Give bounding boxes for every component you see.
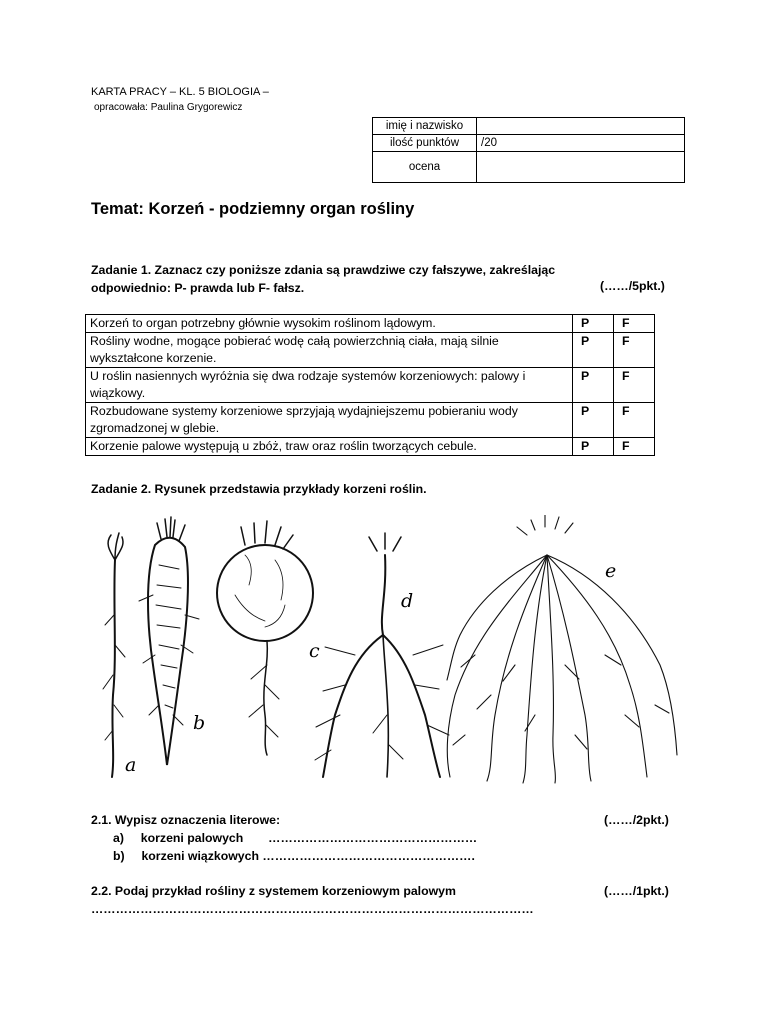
name-value[interactable] — [477, 118, 685, 135]
task1-instruction-line1: Zadanie 1. Zaznacz czy poniższe zdania są prawdziwe czy fałszywe, zakreślając — [91, 263, 556, 277]
student-info-table — [372, 117, 685, 183]
statement-text: Korzeń to organ potrzebny głównie wysokim roślinom lądowym. — [86, 315, 573, 333]
true-option[interactable]: P — [573, 403, 614, 438]
figure-label-a: a — [125, 754, 137, 776]
grade-label: ocena — [373, 152, 477, 183]
list-item — [113, 849, 475, 863]
true-option[interactable]: P — [573, 333, 614, 368]
root-types-illustration — [95, 515, 685, 795]
list-marker: b) — [113, 849, 125, 863]
true-option[interactable]: P — [573, 438, 614, 456]
task1-points: (……/5pkt.) — [600, 279, 665, 293]
list-item-text: korzeni wiązkowych — [141, 849, 259, 863]
grade-value[interactable] — [477, 152, 685, 183]
list-item-text: korzeni palowych — [140, 831, 244, 845]
table-row — [86, 368, 655, 403]
worksheet-title: KARTA PRACY – KL. 5 BIOLOGIA – — [91, 86, 269, 98]
task1-instruction-line2: odpowiednio: P- prawda lub F- fałsz. — [91, 281, 305, 295]
false-option[interactable]: F — [614, 333, 655, 368]
question-2-2-points: (……/1pkt.) — [604, 884, 669, 898]
question-2-2: 2.2. Podaj przykład rośliny z systemem korzeniowym palowym — [91, 884, 456, 898]
worksheet-author: opracowała: Paulina Grygorewicz — [94, 102, 243, 113]
statement-text: U roślin nasiennych wyróżnia się dwa rodzaje systemów korzeniowych: palowy i wiązkowy. — [86, 368, 573, 403]
list-marker: a) — [113, 831, 124, 845]
true-false-table — [85, 314, 655, 456]
true-option[interactable]: P — [573, 315, 614, 333]
question-2-1-points: (……/2pkt.) — [604, 813, 669, 827]
statement-text: Korzenie palowe występują u zbóż, traw oraz roślin tworzących cebule. — [86, 438, 573, 456]
branched-root-drawing — [315, 533, 449, 777]
seedling-root-drawing — [103, 533, 125, 777]
false-option[interactable]: F — [614, 315, 655, 333]
true-option[interactable]: P — [573, 368, 614, 403]
figure-label-d: d — [401, 590, 414, 612]
table-row — [86, 315, 655, 333]
table-row — [86, 333, 655, 368]
question-2-1: 2.1. Wypisz oznaczenia literowe: — [91, 813, 281, 827]
figure-label-b: b — [193, 712, 206, 734]
false-option[interactable]: F — [614, 438, 655, 456]
points-label: ilość punktów — [373, 135, 477, 152]
table-row — [86, 438, 655, 456]
fibrous-root-drawing — [447, 515, 677, 783]
false-option[interactable]: F — [614, 403, 655, 438]
figure-label-e: e — [605, 560, 617, 582]
figure-label-c: c — [309, 640, 320, 662]
false-option[interactable]: F — [614, 368, 655, 403]
answer-line[interactable]: ……………………………………………………………………………………………… — [91, 902, 534, 916]
carrot-root-drawing — [139, 517, 199, 765]
lesson-topic: Temat: Korzeń - podziemny organ rośliny — [91, 200, 415, 218]
list-item — [113, 831, 477, 845]
points-value[interactable]: /20 — [477, 135, 685, 152]
task2-title: Zadanie 2. Rysunek przedstawia przykłady korzeni roślin. — [91, 482, 427, 496]
beet-root-drawing — [217, 521, 313, 755]
statement-text: Rozbudowane systemy korzeniowe sprzyjają wydajniejszemu pobieraniu wody zgromadzonej w glebie. — [86, 403, 573, 438]
table-row — [86, 403, 655, 438]
answer-blank[interactable]: …………………………………………… — [268, 831, 478, 845]
answer-blank[interactable]: ……………………………………………. — [262, 849, 475, 863]
name-label: imię i nazwisko — [373, 118, 477, 135]
statement-text: Rośliny wodne, mogące pobierać wodę całą powierzchnią ciała, mają silnie wykształcone korzenie. — [86, 333, 573, 368]
